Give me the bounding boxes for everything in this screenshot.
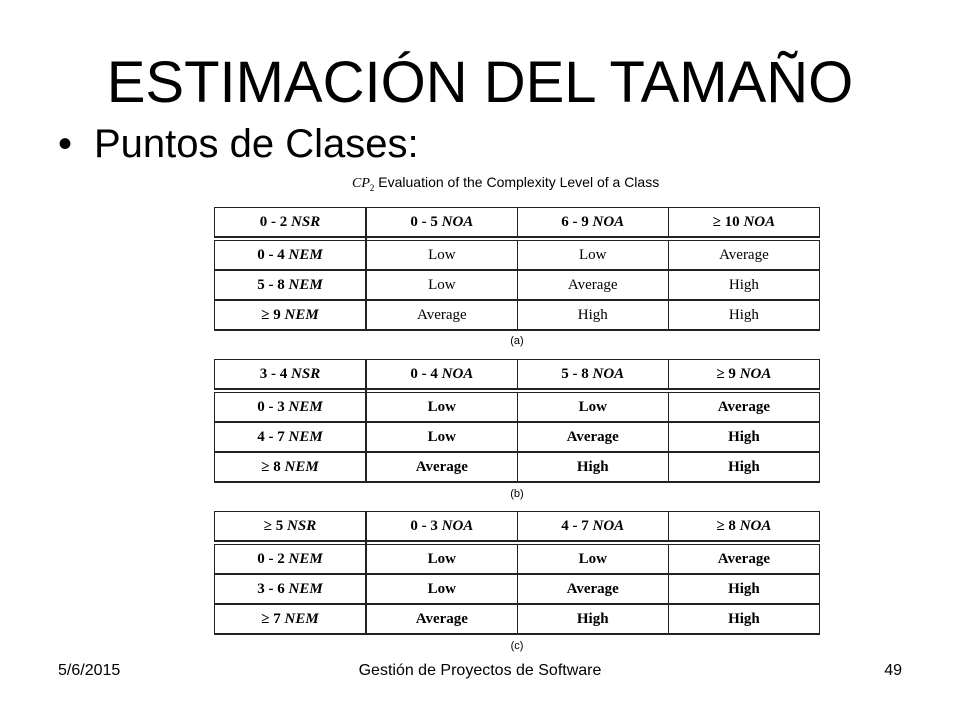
row-header-nem: ≥ 7 NEM [215,604,367,634]
caption-text: Evaluation of the Complexity Level of a Class [378,174,660,190]
table-cell: Low [366,393,517,423]
figure-caption [352,174,659,193]
table-row [215,452,820,482]
table-row [215,241,820,271]
table-cell: High [668,300,819,330]
table-label-a: (a) [510,335,524,347]
footer-page-number: 49 [884,662,902,679]
header-cell-noa: 5 - 8 NOA [517,360,668,390]
header-cell-nsr: ≥ 5 NSR [215,512,367,542]
header-cell-noa: ≥ 8 NOA [668,512,819,542]
table-cell: High [668,270,819,300]
table-cell: Average [366,604,517,634]
table-label-c: (c) [510,640,524,652]
slide-title: ESTIMACIÓN DEL TAMAÑO [106,50,854,115]
bullet-point [58,118,419,170]
table-row [215,270,820,300]
table-header-row [215,512,820,542]
complexity-table-c [214,511,820,635]
table-cell: High [668,422,819,452]
caption-symbol: $CP_2$ [352,176,375,193]
header-cell-noa: ≥ 9 NOA [668,360,819,390]
row-header-nem: 0 - 4 NEM [215,241,367,271]
table-row [215,545,820,575]
table-cell: Low [517,545,668,575]
row-header-nem: ≥ 8 NEM [215,452,367,482]
header-cell-noa: 6 - 9 NOA [517,208,668,238]
row-header-nem: 0 - 2 NEM [215,545,367,575]
table-cell: High [517,452,668,482]
table-cell: High [517,604,668,634]
bullet-text: Puntos de Clases: [94,122,419,166]
table-cell: Low [366,241,517,271]
table-cell: Average [517,422,668,452]
header-cell-noa: 0 - 3 NOA [366,512,517,542]
footer-course: Gestión de Proyectos de Software [358,662,602,679]
table-cell: Average [668,545,819,575]
table-row [215,393,820,423]
table-row [215,604,820,634]
table-label-b: (b) [510,488,524,500]
footer-date: 5/6/2015 [58,662,121,679]
table-cell: Low [366,545,517,575]
header-cell-nsr: 3 - 4 NSR [215,360,367,390]
row-header-nem: 3 - 6 NEM [215,574,367,604]
table-cell: Average [668,241,819,271]
table-cell: High [668,604,819,634]
table-cell: Low [366,270,517,300]
row-header-nem: 4 - 7 NEM [215,422,367,452]
header-cell-noa: 0 - 5 NOA [366,208,517,238]
row-header-nem: 5 - 8 NEM [215,270,367,300]
complexity-table-b [214,359,820,483]
table-cell: Average [668,393,819,423]
table-header-row [215,208,820,238]
table-cell: Average [366,452,517,482]
table-row [215,574,820,604]
table-cell: Average [517,574,668,604]
header-cell-noa: ≥ 10 NOA [668,208,819,238]
table-header-row [215,360,820,390]
table-cell: High [517,300,668,330]
table-cell: Low [366,422,517,452]
header-cell-noa: 4 - 7 NOA [517,512,668,542]
row-header-nem: 0 - 3 NEM [215,393,367,423]
table-cell: Average [366,300,517,330]
complexity-table-a [214,207,820,331]
header-cell-nsr: 0 - 2 NSR [215,208,367,238]
table-cell: Low [517,393,668,423]
row-header-nem: ≥ 9 NEM [215,300,367,330]
bullet-dot-icon: • [58,122,73,166]
header-cell-noa: 0 - 4 NOA [366,360,517,390]
table-cell: High [668,574,819,604]
table-cell: Low [517,241,668,271]
table-cell: Average [517,270,668,300]
table-row [215,422,820,452]
table-cell: High [668,452,819,482]
table-cell: Low [366,574,517,604]
table-row [215,300,820,330]
